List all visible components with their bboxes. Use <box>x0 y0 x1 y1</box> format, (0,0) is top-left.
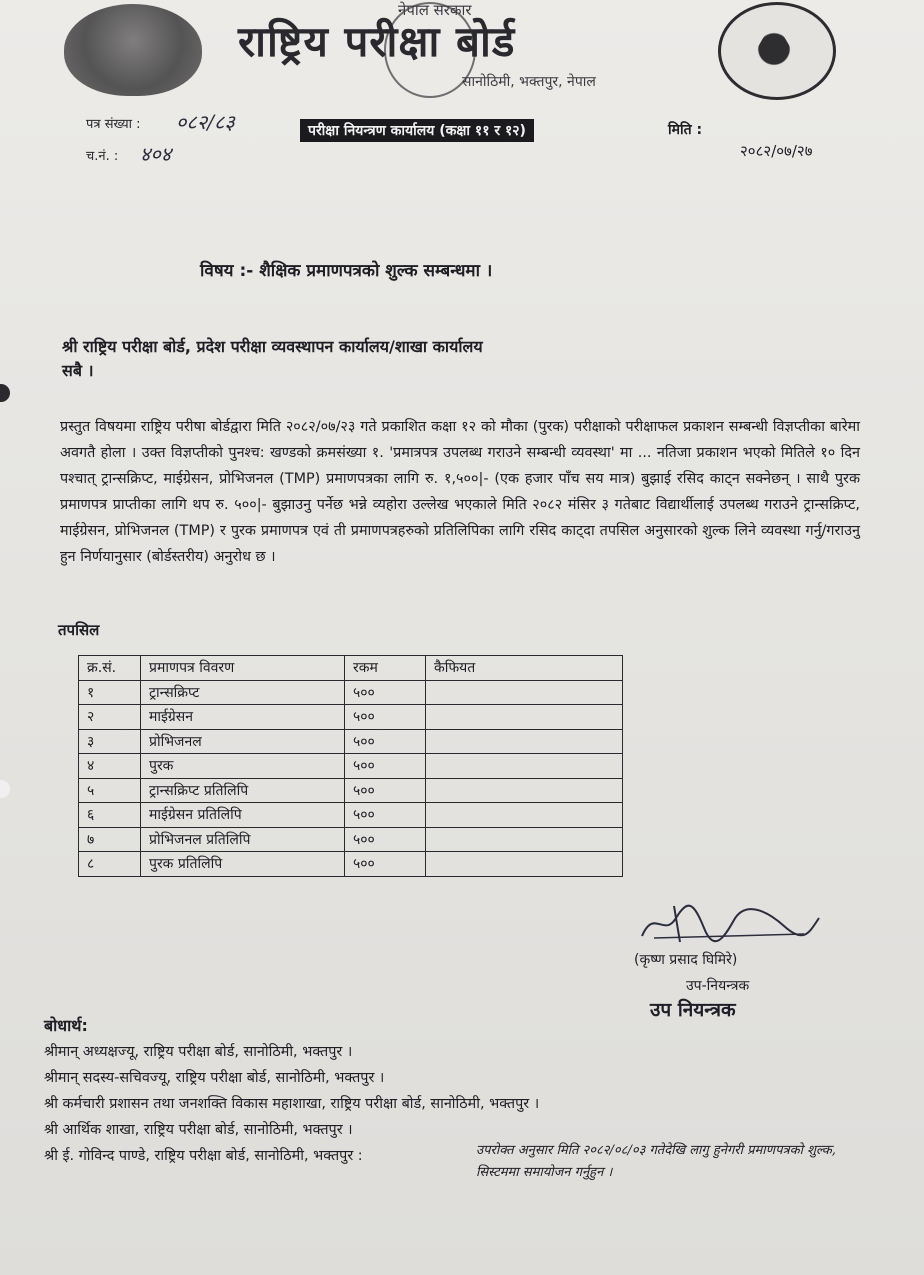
addressee <box>62 335 662 383</box>
header-amount: रकम <box>345 656 426 681</box>
cell-certificate: ट्रान्सक्रिप्ट <box>141 680 345 705</box>
cell-serial: २ <box>79 705 141 730</box>
cell-serial: ८ <box>79 852 141 877</box>
cc-recipient: श्रीमान् सदस्य-सचिवज्यू, राष्ट्रिय परीक्षा बोर्ड, सानोठिमी, भक्तपुर । <box>44 1070 385 1086</box>
dispatch-no-value: ४०४ <box>140 142 172 166</box>
cell-certificate: माईग्रेसन प्रतिलिपि <box>141 803 345 828</box>
subject-line: विषय :- शैक्षिक प्रमाणपत्रको शुल्क सम्बन्धमा । <box>200 261 493 281</box>
date-label: मिति : <box>668 122 703 138</box>
cell-remarks <box>426 680 623 705</box>
dispatch-no-label: च.नं. : <box>86 149 119 164</box>
header-remarks: कैफियत <box>426 656 623 681</box>
date-value: २०८२/०७/२७ <box>740 142 813 160</box>
cell-amount: ५०० <box>345 827 426 852</box>
table-row <box>79 803 623 828</box>
punch-hole <box>0 780 10 798</box>
cc-recipient: श्रीमान् अध्यक्षज्यू, राष्ट्रिय परीक्षा बोर्ड, सानोठिमी, भक्तपुर । <box>44 1044 353 1060</box>
cell-remarks <box>426 778 623 803</box>
cell-certificate: प्रोभिजनल <box>141 729 345 754</box>
cell-serial: १ <box>79 680 141 705</box>
letter-no-value: ०८२/८३ <box>176 110 235 134</box>
cell-amount: ५०० <box>345 852 426 877</box>
cc-recipient: श्री आर्थिक शाखा, राष्ट्रिय परीक्षा बोर्ड, सानोठिमी, भक्तपुर । <box>44 1122 353 1138</box>
organization-title: राष्ट्रिय परीक्षा बोर्ड <box>238 17 516 66</box>
cell-certificate: ट्रान्सक्रिप्ट प्रतिलिपि <box>141 778 345 803</box>
cell-amount: ५०० <box>345 729 426 754</box>
cell-remarks <box>426 803 623 828</box>
cell-serial: ६ <box>79 803 141 828</box>
table-row <box>79 754 623 779</box>
cell-amount: ५०० <box>345 680 426 705</box>
cell-remarks <box>426 729 623 754</box>
cc-recipient: श्री ई. गोविन्द पाण्डे, राष्ट्रिय परीक्षा बोर्ड, सानोठिमी, भक्तपुर : <box>44 1148 363 1164</box>
neb-logo <box>718 2 836 100</box>
cell-serial: ४ <box>79 754 141 779</box>
cell-certificate: पुरक प्रतिलिपि <box>141 852 345 877</box>
cell-remarks <box>426 754 623 779</box>
signatory-title: उप-नियन्त्रक <box>686 978 750 994</box>
nepal-emblem-logo <box>64 4 202 96</box>
cell-serial: ५ <box>79 778 141 803</box>
cc-note: उपरोक्त अनुसार मिति २०८२/०८/०३ गतेदेखि लागु हुनेगरी प्रमाणपत्रको शुल्क, सिस्टममा समायोजन गर्नुहुन । <box>476 1143 836 1180</box>
cell-amount: ५०० <box>345 803 426 828</box>
signature-scribble <box>634 898 824 948</box>
cell-serial: ७ <box>79 827 141 852</box>
cell-remarks <box>426 827 623 852</box>
government-label: नेपाल सरकार <box>398 1 472 19</box>
punch-hole <box>0 384 10 402</box>
cell-remarks <box>426 705 623 730</box>
table-row <box>79 680 623 705</box>
table-row <box>79 705 623 730</box>
designation-stamp: उप नियन्त्रक <box>650 999 736 1021</box>
fee-table <box>78 655 623 877</box>
table-header-row <box>79 656 623 681</box>
header-serial: क्र.सं. <box>79 656 141 681</box>
organization-address: सानोठिमी, भक्तपुर, नेपाल <box>462 74 596 90</box>
cell-serial: ३ <box>79 729 141 754</box>
table-row <box>79 852 623 877</box>
cc-recipient: श्री कर्मचारी प्रशासन तथा जनशक्ति विकास महाशाखा, राष्ट्रिय परीक्षा बोर्ड, सानोठिमी, भक्तपुर । <box>44 1096 540 1112</box>
cell-certificate: माईग्रेसन <box>141 705 345 730</box>
addressee-line-2: सबै । <box>62 361 94 380</box>
cc-label: बोधार्थ: <box>44 1016 88 1035</box>
cell-certificate: पुरक <box>141 754 345 779</box>
header-certificate: प्रमाणपत्र विवरण <box>141 656 345 681</box>
table-title: तपसिल <box>58 621 100 639</box>
table-row <box>79 827 623 852</box>
cell-amount: ५०० <box>345 705 426 730</box>
cell-certificate: प्रोभिजनल प्रतिलिपि <box>141 827 345 852</box>
table-row <box>79 729 623 754</box>
addressee-line-1: श्री राष्ट्रिय परीक्षा बोर्ड, प्रदेश परीक्षा व्यवस्थापन कार्यालय/शाखा कार्यालय <box>62 337 483 356</box>
table-row <box>79 778 623 803</box>
signatory-name: (कृष्ण प्रसाद घिमिरे) <box>634 952 738 968</box>
letter-no-label: पत्र संख्या : <box>86 117 141 132</box>
cell-amount: ५०० <box>345 754 426 779</box>
body-paragraph: प्रस्तुत विषयमा राष्ट्रिय परीषा बोर्डद्वारा मिति २०८२/०७/२३ गते प्रकाशित कक्षा १२ को मौका (पुरक) परीक्षाको परीक्षाफल प्रकाशन सम्बन्धी विज्ञप्तीका बारेमा अवगतै होला । उक्त विज्ञप्तीको पुनश्च: खण्डको क्रमसंख्या १. 'प्रमात्रपत्र उपलब्ध गराउने सम्बन्धी व्यवस्था' मा ... नतिजा प्रकाशन भएको मितिले १० दिन पश्चात् ट्रान्सक्रिप्ट, माईग्रेसन, प्रोभिजनल (TMP) प्रमाणपत्रका लागि रु. १,५००|- (एक हजार पाँच सय मात्र) बुझाई रसिद काट्न सक्नेछन् । साथै पुरक प्रमाणपत्र प्राप्तीका लागि थप रु. ५००|- बुझाउनु पर्नेछ भन्ने व्यहोरा उल्लेख भएकाले मिति २०८२ मंसिर ३ गतेबाट विद्यार्थीलाई उपलब्ध गराउने ट्रान्सक्रिप्ट, माईग्रेसन, प्रोभिजनल (TMP) र पुरक प्रमाणपत्र एवं ती प्रमाणपत्रहरुको प्रतिलिपिका लागि रसिद काट्दा तपसिल अनुसारको शुल्क लिने व्यवस्था गर्नु/गराउनु हुन निर्णयानुसार (बोर्डस्तरीय) अनुरोध छ । <box>60 419 860 565</box>
cell-amount: ५०० <box>345 778 426 803</box>
cell-remarks <box>426 852 623 877</box>
office-label: परीक्षा नियन्त्रण कार्यालय (कक्षा ११ र १२) <box>300 119 534 142</box>
